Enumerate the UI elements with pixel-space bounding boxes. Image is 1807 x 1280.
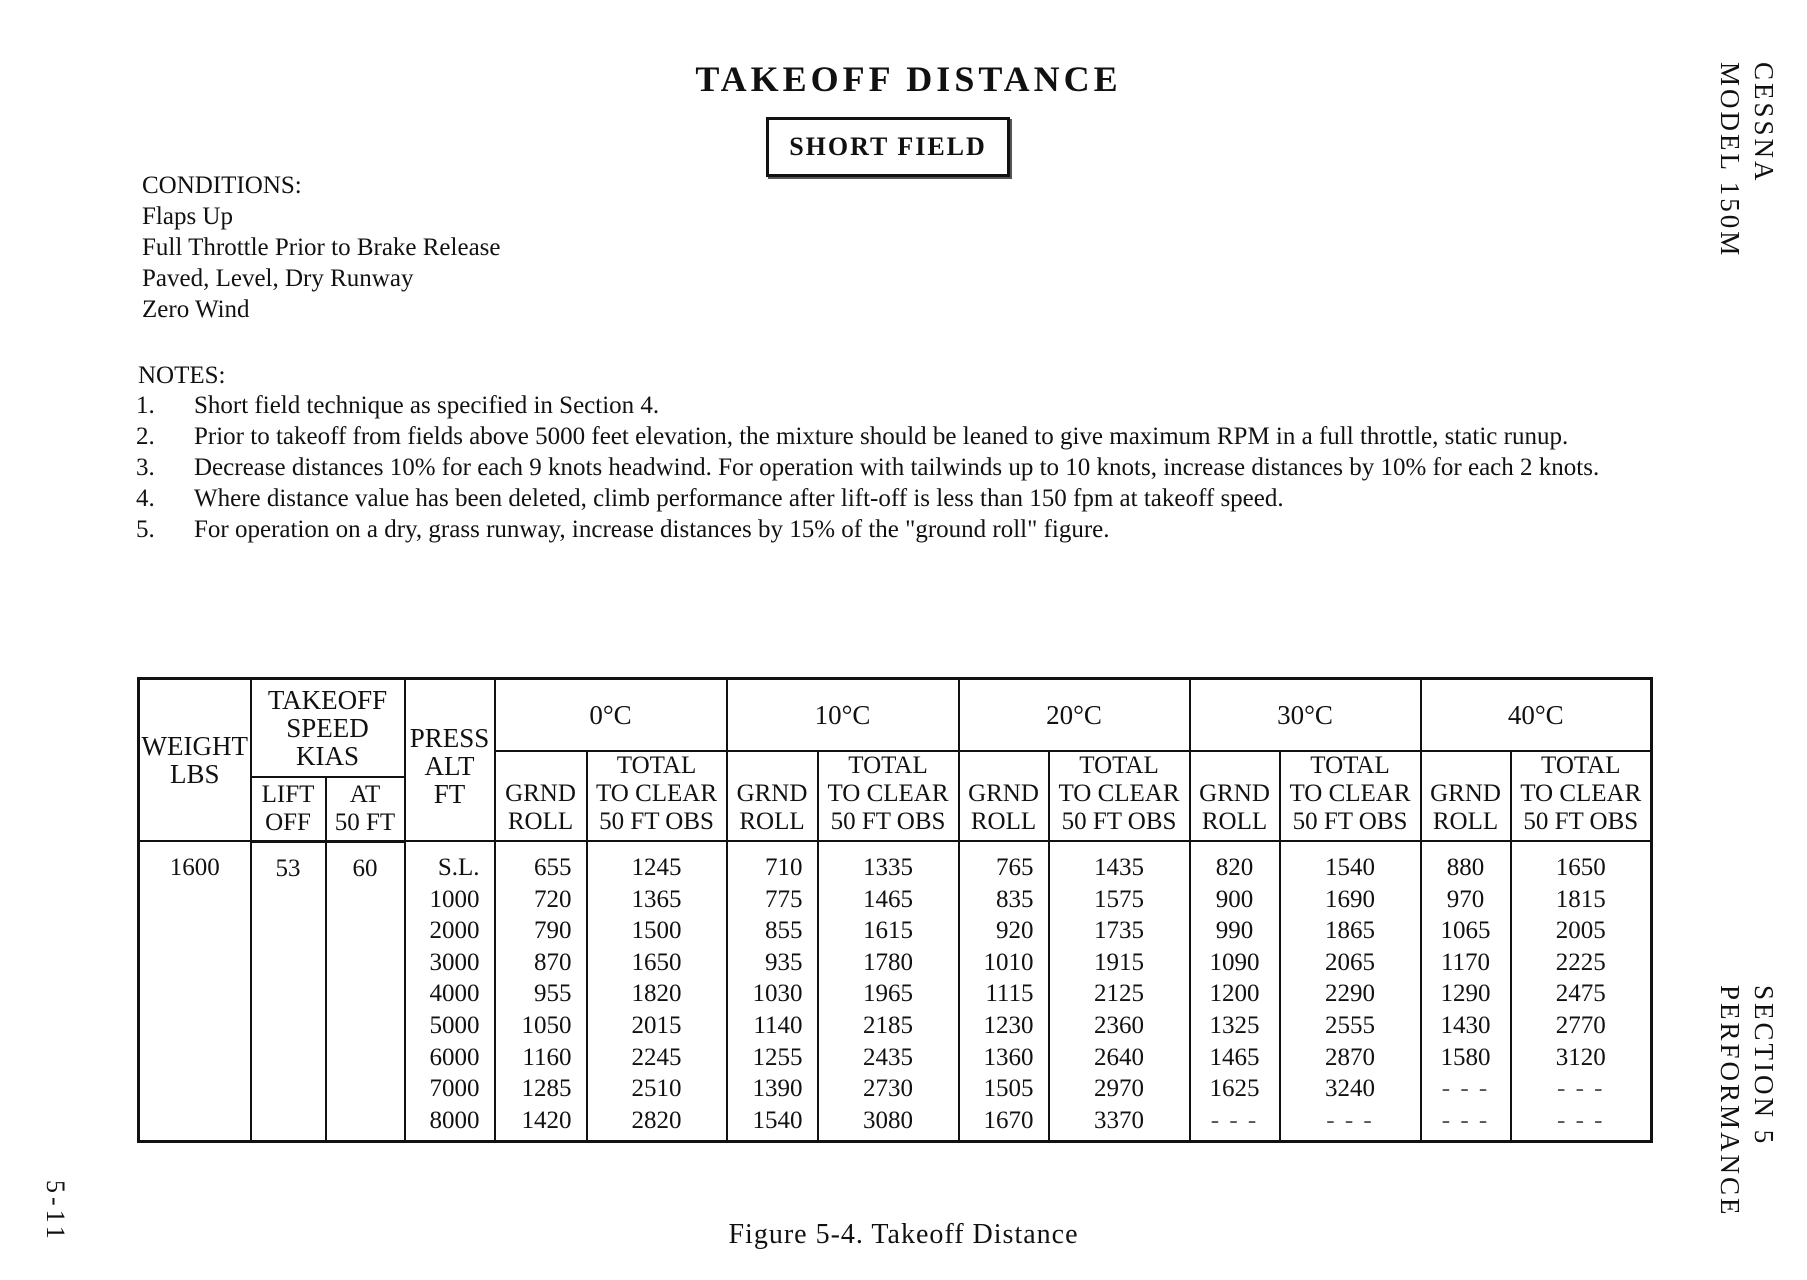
side-label-line: MODEL 150M [1715, 62, 1745, 259]
grnd-roll-value: 1030 [752, 980, 803, 1008]
header-line: 50 FT OBS [830, 808, 946, 835]
temp-header: 0°C [495, 679, 727, 752]
altitude-value: 1000 [429, 885, 480, 913]
total-distance-value: 1650 [631, 948, 682, 976]
total-distance-column [1280, 841, 1421, 1142]
grnd-roll-value: 1065 [1440, 917, 1491, 945]
grnd-roll-header [959, 751, 1049, 841]
total-distance-value: 1435 [1094, 854, 1144, 881]
grnd-roll-value: 1140 [753, 1011, 803, 1039]
grnd-roll-value: 1160 [522, 1043, 572, 1071]
grnd-roll-header [1190, 751, 1280, 841]
grnd-roll-value: 790 [534, 917, 572, 945]
grnd-roll-column [959, 841, 1049, 1142]
grnd-roll-value: 1465 [1209, 1043, 1260, 1071]
total-distance-value: 1735 [1094, 917, 1144, 945]
total-distance-value: 2555 [1325, 1011, 1375, 1039]
temp-header: 20°C [959, 679, 1190, 752]
condition-line: Zero Wind [142, 296, 250, 323]
total-distance-value: 2125 [1094, 980, 1144, 1008]
altitude-value: 5000 [429, 1011, 480, 1039]
total-distance-value: 2065 [1325, 948, 1375, 976]
total-distance-value: 1820 [631, 980, 682, 1008]
grnd-roll-value: 820 [1215, 854, 1254, 881]
weight-value: 1600 [169, 854, 220, 881]
total-distance-value: 1965 [863, 980, 913, 1008]
header-line: 50 FT OBS [599, 808, 714, 835]
grnd-roll-value: 1420 [521, 1106, 572, 1134]
grnd-roll-value: 855 [765, 917, 803, 945]
total-header [818, 751, 959, 841]
total-distance-value: 1335 [863, 854, 913, 881]
header-line: GRND [968, 780, 1039, 807]
grnd-roll-value: 1170 [1440, 948, 1491, 976]
figure-caption: Figure 5-4. Takeoff Distance [728, 1219, 1079, 1250]
header-line: 50 FT OBS [1061, 808, 1177, 835]
total-distance-value: 1650 [1555, 854, 1606, 881]
total-distance-value: 2360 [1094, 1011, 1144, 1039]
grnd-roll-value: 880 [1446, 854, 1485, 881]
total-distance-value: 2820 [631, 1106, 682, 1134]
total-distance-value: 2730 [863, 1075, 913, 1103]
altitude-value: 2000 [429, 917, 480, 945]
total-distance-value: 3370 [1094, 1106, 1144, 1134]
total-distance-column [1049, 841, 1190, 1142]
header-line: FT [433, 779, 466, 809]
grnd-roll-value: 775 [765, 885, 803, 913]
altitude-value: 4000 [429, 980, 480, 1008]
grnd-roll-value: 1390 [752, 1075, 803, 1103]
header-line: ROLL [507, 808, 574, 835]
total-distance-value: 2290 [1325, 980, 1375, 1008]
header-line: TOTAL [616, 752, 697, 779]
grnd-roll-value: 935 [765, 948, 803, 976]
grnd-roll-column [1190, 841, 1280, 1142]
total-distance-value: 2015 [631, 1011, 682, 1039]
total-header [1511, 751, 1652, 841]
header-line: WEIGHT [141, 731, 248, 761]
total-header [1049, 751, 1190, 841]
header-line: TO CLEAR [1289, 780, 1411, 807]
grnd-roll-value: 1010 [983, 948, 1034, 976]
total-header [1280, 751, 1421, 841]
altitude-column [405, 841, 495, 1142]
total-distance-value: 2970 [1094, 1075, 1144, 1103]
conditions-heading: CONDITIONS: [142, 172, 302, 199]
header-line: 50 FT OBS [1292, 808, 1408, 835]
grnd-roll-header [1421, 751, 1511, 841]
weight-cell [139, 841, 251, 1142]
total-distance-column [1511, 841, 1652, 1142]
grnd-roll-column [727, 841, 818, 1142]
side-label-line: CESSNA [1749, 62, 1779, 184]
total-distance-value: 2870 [1325, 1043, 1375, 1071]
condition-line: Flaps Up [142, 203, 233, 230]
total-distance-value: 1615 [863, 917, 913, 945]
note-item [136, 483, 1616, 514]
lift-off-cell [251, 841, 326, 1142]
note-number: 3. [136, 454, 155, 481]
subtitle-box: SHORT FIELD [766, 117, 1010, 177]
total-distance-value: 2510 [631, 1075, 682, 1103]
total-distance-value: - - - [1557, 1106, 1605, 1134]
total-distance-value: - - - [1557, 1075, 1605, 1103]
press-alt-header [405, 679, 495, 842]
lift-off-value: 53 [275, 854, 301, 882]
header-line: LIFT [261, 780, 315, 808]
header-line: GRND [1430, 780, 1501, 807]
note-number: 5. [136, 516, 155, 543]
grnd-roll-value: 1580 [1440, 1043, 1491, 1071]
grnd-roll-value: 835 [996, 885, 1034, 913]
at-50-ft-cell [326, 841, 405, 1142]
total-distance-value: 1575 [1094, 885, 1144, 913]
header-line: TAKEOFF [267, 684, 388, 715]
grnd-roll-column [495, 841, 587, 1142]
grnd-roll-value: 970 [1446, 885, 1485, 913]
total-distance-value: 3080 [863, 1106, 913, 1134]
note-item [136, 514, 1616, 545]
grnd-roll-header [727, 751, 818, 841]
altitude-value: 8000 [429, 1106, 480, 1134]
grnd-roll-value: 710 [765, 854, 803, 881]
temp-header: 40°C [1421, 679, 1652, 752]
note-text: Where distance value has been deleted, climb performance after lift-off is less than 150 fpm at takeoff speed. [194, 485, 1284, 512]
total-distance-column [587, 841, 727, 1142]
grnd-roll-value: 1505 [983, 1075, 1034, 1103]
grnd-roll-value: 655 [534, 854, 572, 881]
altitude-value: 3000 [429, 948, 480, 976]
lift-off-header [251, 777, 326, 842]
page-title: TAKEOFF DISTANCE [695, 59, 1122, 99]
header-line: ROLL [1201, 808, 1268, 835]
grnd-roll-header [495, 751, 587, 841]
total-distance-value: 1365 [631, 885, 682, 913]
header-line: SPEED [286, 712, 369, 743]
note-text: Decrease distances 10% for each 9 knots headwind. For operation with tailwinds up to 10 knots, increase distances by 10% for each 2 knots. [194, 454, 1600, 481]
header-line: TOTAL [1310, 752, 1390, 779]
altitude-value: 6000 [429, 1043, 480, 1071]
header-line: 50 FT OBS [1523, 808, 1639, 835]
total-distance-value: 2435 [863, 1043, 913, 1071]
grnd-roll-value: - - - [1441, 1106, 1490, 1134]
grnd-roll-value: 1200 [1209, 980, 1260, 1008]
header-line: TOTAL [1079, 752, 1159, 779]
total-distance-value: 2005 [1555, 917, 1606, 945]
total-distance-value: 2225 [1555, 948, 1606, 976]
total-distance-value: 1780 [863, 948, 913, 976]
notes-list [136, 390, 1616, 545]
temp-header: 30°C [1190, 679, 1421, 752]
header-line: TO CLEAR [595, 780, 718, 807]
header-line: ROLL [970, 808, 1037, 835]
total-distance-value: - - - [1326, 1106, 1374, 1134]
note-number: 2. [136, 423, 155, 450]
note-item [136, 421, 1616, 452]
total-distance-value: 2475 [1555, 980, 1606, 1008]
altitude-value: S.L. [437, 854, 480, 881]
header-line: GRND [505, 780, 576, 807]
header-line: LBS [169, 759, 220, 789]
at-50-ft-value: 60 [352, 854, 378, 882]
grnd-roll-value: 1255 [752, 1043, 803, 1071]
takeoff-speed-header [251, 679, 405, 777]
grnd-roll-value: 1290 [1440, 980, 1491, 1008]
note-text: Short field technique as specified in Section 4. [194, 392, 660, 419]
grnd-roll-column [1421, 841, 1511, 1142]
side-label-line: PERFORMANCE [1715, 985, 1745, 1218]
total-header [587, 751, 727, 841]
grnd-roll-value: 1050 [521, 1011, 572, 1039]
note-item [136, 390, 1616, 421]
grnd-roll-value: 955 [534, 980, 572, 1008]
total-distance-value: 1865 [1325, 917, 1375, 945]
total-distance-value: 1915 [1094, 948, 1144, 976]
grnd-roll-value: 1625 [1209, 1075, 1260, 1103]
header-line: TO CLEAR [827, 780, 949, 807]
grnd-roll-value: 1115 [985, 980, 1034, 1008]
grnd-roll-value: 720 [534, 885, 572, 913]
total-distance-value: 2640 [1094, 1043, 1144, 1071]
total-distance-value: 2245 [631, 1043, 682, 1071]
header-line: GRND [736, 780, 808, 807]
note-text: For operation on a dry, grass runway, increase distances by 15% of the "ground roll" figure. [194, 516, 1110, 543]
conditions-block [142, 170, 501, 325]
header-line: AT [349, 780, 381, 808]
temp-header: 10°C [727, 679, 959, 752]
total-distance-value: 1465 [863, 885, 913, 913]
total-distance-value: 1245 [631, 854, 682, 881]
header-line: 50 FT [334, 808, 396, 836]
grnd-roll-value: 1430 [1440, 1011, 1491, 1039]
header-line: ALT [424, 751, 475, 781]
weight-header [139, 679, 251, 842]
header-line: PRESS [409, 723, 490, 753]
header-line: TOTAL [848, 752, 928, 779]
total-distance-value: 2185 [863, 1011, 913, 1039]
total-distance-value: 1540 [1325, 854, 1375, 881]
grnd-roll-value: 1230 [983, 1011, 1034, 1039]
condition-line: Paved, Level, Dry Runway [142, 265, 414, 292]
grnd-roll-value: 1670 [983, 1106, 1034, 1134]
grnd-roll-value: 765 [996, 854, 1034, 881]
grnd-roll-value: - - - [1210, 1106, 1259, 1134]
note-item [136, 452, 1616, 483]
header-line: OFF [265, 808, 311, 836]
at-50-ft-header [326, 777, 405, 842]
grnd-roll-value: 1325 [1209, 1011, 1260, 1039]
note-text: Prior to takeoff from fields above 5000 feet elevation, the mixture should be leaned to give maximum RPM in a full throttle, static runup. [194, 423, 1569, 450]
grnd-roll-value: 1285 [521, 1075, 572, 1103]
total-distance-value: 1500 [631, 917, 682, 945]
altitude-value: 7000 [429, 1075, 480, 1103]
header-line: TO CLEAR [1520, 780, 1642, 807]
grnd-roll-value: - - - [1441, 1075, 1490, 1103]
total-distance-value: 3240 [1325, 1075, 1375, 1103]
grnd-roll-value: 920 [996, 917, 1034, 945]
grnd-roll-value: 1360 [983, 1043, 1034, 1071]
header-line: KIAS [295, 740, 359, 771]
side-label-line: SECTION 5 [1749, 985, 1779, 1147]
header-line: TOTAL [1541, 752, 1621, 779]
section-side-label [1713, 985, 1781, 1218]
total-distance-value: 1815 [1555, 885, 1606, 913]
header-line: ROLL [1432, 808, 1499, 835]
note-number: 1. [136, 392, 155, 419]
total-distance-value: 1690 [1325, 885, 1375, 913]
takeoff-distance-table [137, 677, 1653, 1143]
total-distance-column [818, 841, 959, 1142]
header-side-label [1713, 62, 1781, 258]
header-line: ROLL [739, 808, 805, 835]
header-line: TO CLEAR [1058, 780, 1180, 807]
total-distance-value: 3120 [1555, 1043, 1606, 1071]
grnd-roll-value: 1090 [1209, 948, 1260, 976]
grnd-roll-value: 990 [1215, 917, 1254, 945]
page-number: 5-11 [41, 1180, 70, 1243]
grnd-roll-value: 1540 [752, 1106, 803, 1134]
notes-heading: NOTES: [138, 362, 226, 389]
note-number: 4. [136, 485, 155, 512]
condition-line: Full Throttle Prior to Brake Release [142, 234, 501, 261]
grnd-roll-value: 900 [1215, 885, 1254, 913]
total-distance-value: 2770 [1555, 1011, 1606, 1039]
header-line: GRND [1199, 780, 1270, 807]
grnd-roll-value: 870 [534, 948, 572, 976]
